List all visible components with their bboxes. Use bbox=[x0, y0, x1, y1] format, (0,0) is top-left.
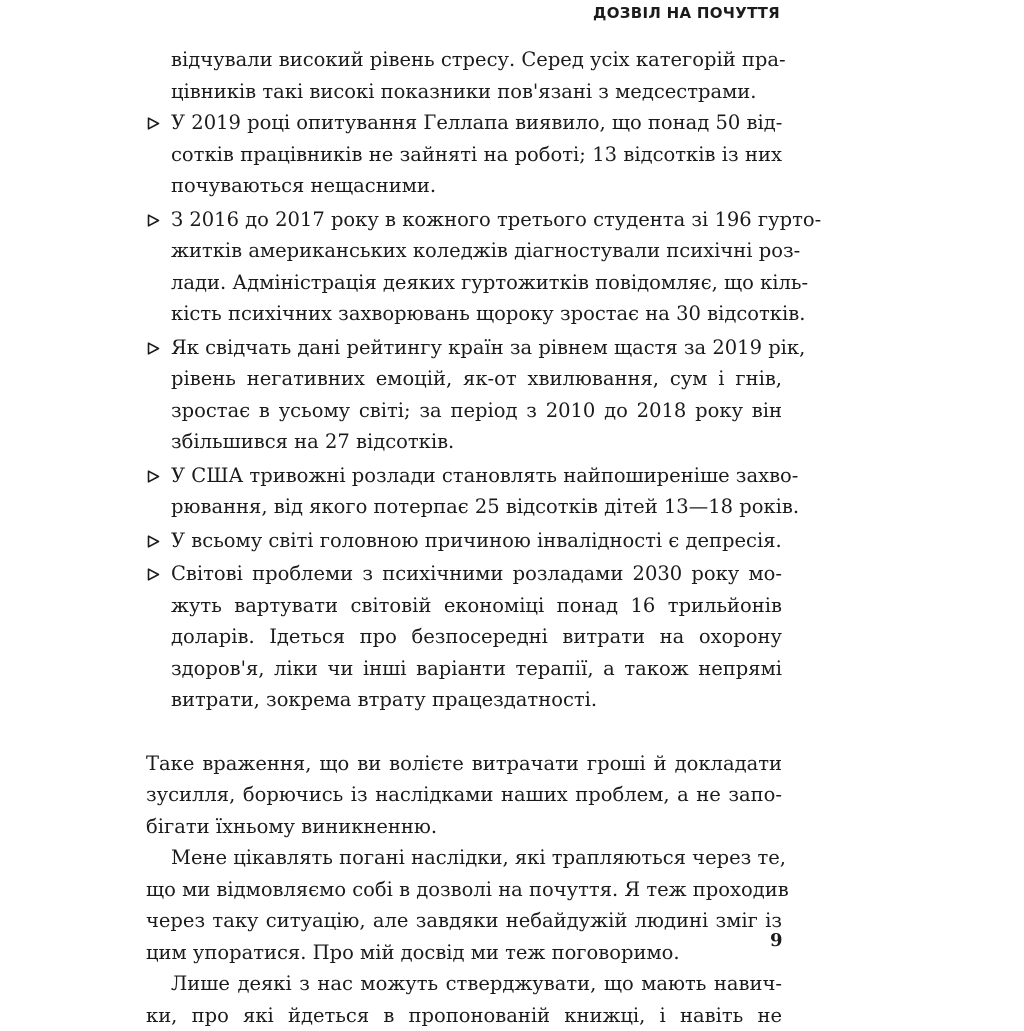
list-item-line: житків американських коледжів діагностували психічні роз- bbox=[146, 235, 782, 267]
paragraph-line: зусилля, борючись із наслідками наших проблем, а не запо- bbox=[146, 779, 782, 811]
paragraph-line: що ми відмовляємо собі в дозволі на почуття. Я теж проходив bbox=[146, 874, 782, 906]
list-item-line: здоров'я, ліки чи інші варіанти терапії, а також непрямі bbox=[146, 653, 782, 685]
paragraph-line: через таку ситуацію, але завдяки небайдужій людині зміг із bbox=[146, 905, 782, 937]
list-item-line: рювання, від якого потерпає 25 відсотків дітей 13—18 років. bbox=[146, 491, 782, 523]
list-item-line: жуть вартувати світовій економіці понад 16 трильйонів bbox=[146, 590, 782, 622]
list-item bbox=[146, 107, 782, 202]
list-item-line: лади. Адміністрація деяких гуртожитків повідомляє, що кіль- bbox=[146, 267, 782, 299]
text-line: цівників такі високі показники пов'язані з медсестрами. bbox=[146, 76, 782, 108]
bullet-list bbox=[146, 107, 782, 718]
list-item-line: Як свідчать дані рейтингу країн за рівнем щастя за 2019 рік, bbox=[146, 332, 782, 364]
list-item bbox=[146, 204, 782, 330]
paragraph-line: Лише деякі з нас можуть стверджувати, що мають навич- bbox=[146, 968, 782, 1000]
list-item bbox=[146, 332, 782, 458]
list-item-line: сотків працівників не зайняті на роботі; 13 відсотків із них bbox=[146, 139, 782, 171]
paragraph bbox=[146, 968, 782, 1031]
list-item-line: З 2016 до 2017 року в кожного третього студента зі 196 гурто- bbox=[146, 204, 782, 236]
list-item bbox=[146, 558, 782, 716]
list-item-line: кість психічних захворювань щороку зростає на 30 відсотків. bbox=[146, 298, 782, 330]
page-number: 9 bbox=[770, 930, 783, 951]
list-item-line: доларів. Ідеться про безпосередні витрати на охорону bbox=[146, 621, 782, 653]
list-item bbox=[146, 460, 782, 523]
list-item-line: зростає в усьому світі; за період з 2010 до 2018 року він bbox=[146, 395, 782, 427]
page-body bbox=[146, 44, 782, 1031]
body-paragraphs bbox=[146, 748, 782, 1031]
paragraph-line: ки, про які йдеться в пропонованій книжці, і навіть не bbox=[146, 1000, 782, 1031]
paragraph-line: Таке враження, що ви волієте витрачати гроші й докладати bbox=[146, 748, 782, 780]
list-item-line: У США тривожні розлади становлять найпоширеніше захво- bbox=[146, 460, 782, 492]
paragraph-line: Мене цікавлять погані наслідки, які трапляються через те, bbox=[146, 842, 782, 874]
paragraph-line: цим упоратися. Про мій досвід ми теж поговоримо. bbox=[146, 937, 782, 969]
list-item-line: Світові проблеми з психічними розладами 2030 року мо- bbox=[146, 558, 782, 590]
list-item-line: почуваються нещасними. bbox=[146, 170, 782, 202]
paragraph bbox=[146, 842, 782, 968]
running-header: ДОЗВІЛ НА ПОЧУТТЯ bbox=[593, 4, 780, 22]
list-item-line: збільшився на 27 відсотків. bbox=[146, 426, 782, 458]
text-line: відчували високий рівень стресу. Серед усіх категорій пра- bbox=[146, 44, 782, 76]
list-item-line: У 2019 році опитування Геллапа виявило, що понад 50 від- bbox=[146, 107, 782, 139]
paragraph-line: бігати їхньому виникненню. bbox=[146, 811, 782, 843]
list-item-line: У всьому світі головною причиною інвалідності є депресія. bbox=[146, 525, 782, 557]
section-spacer bbox=[146, 718, 782, 748]
list-item-line: рівень негативних емоцій, як-от хвилювання, сум і гнів, bbox=[146, 363, 782, 395]
continuation-text bbox=[146, 44, 782, 107]
list-item-line: витрати, зокрема втрату працездатності. bbox=[146, 684, 782, 716]
paragraph bbox=[146, 748, 782, 843]
list-item bbox=[146, 525, 782, 557]
